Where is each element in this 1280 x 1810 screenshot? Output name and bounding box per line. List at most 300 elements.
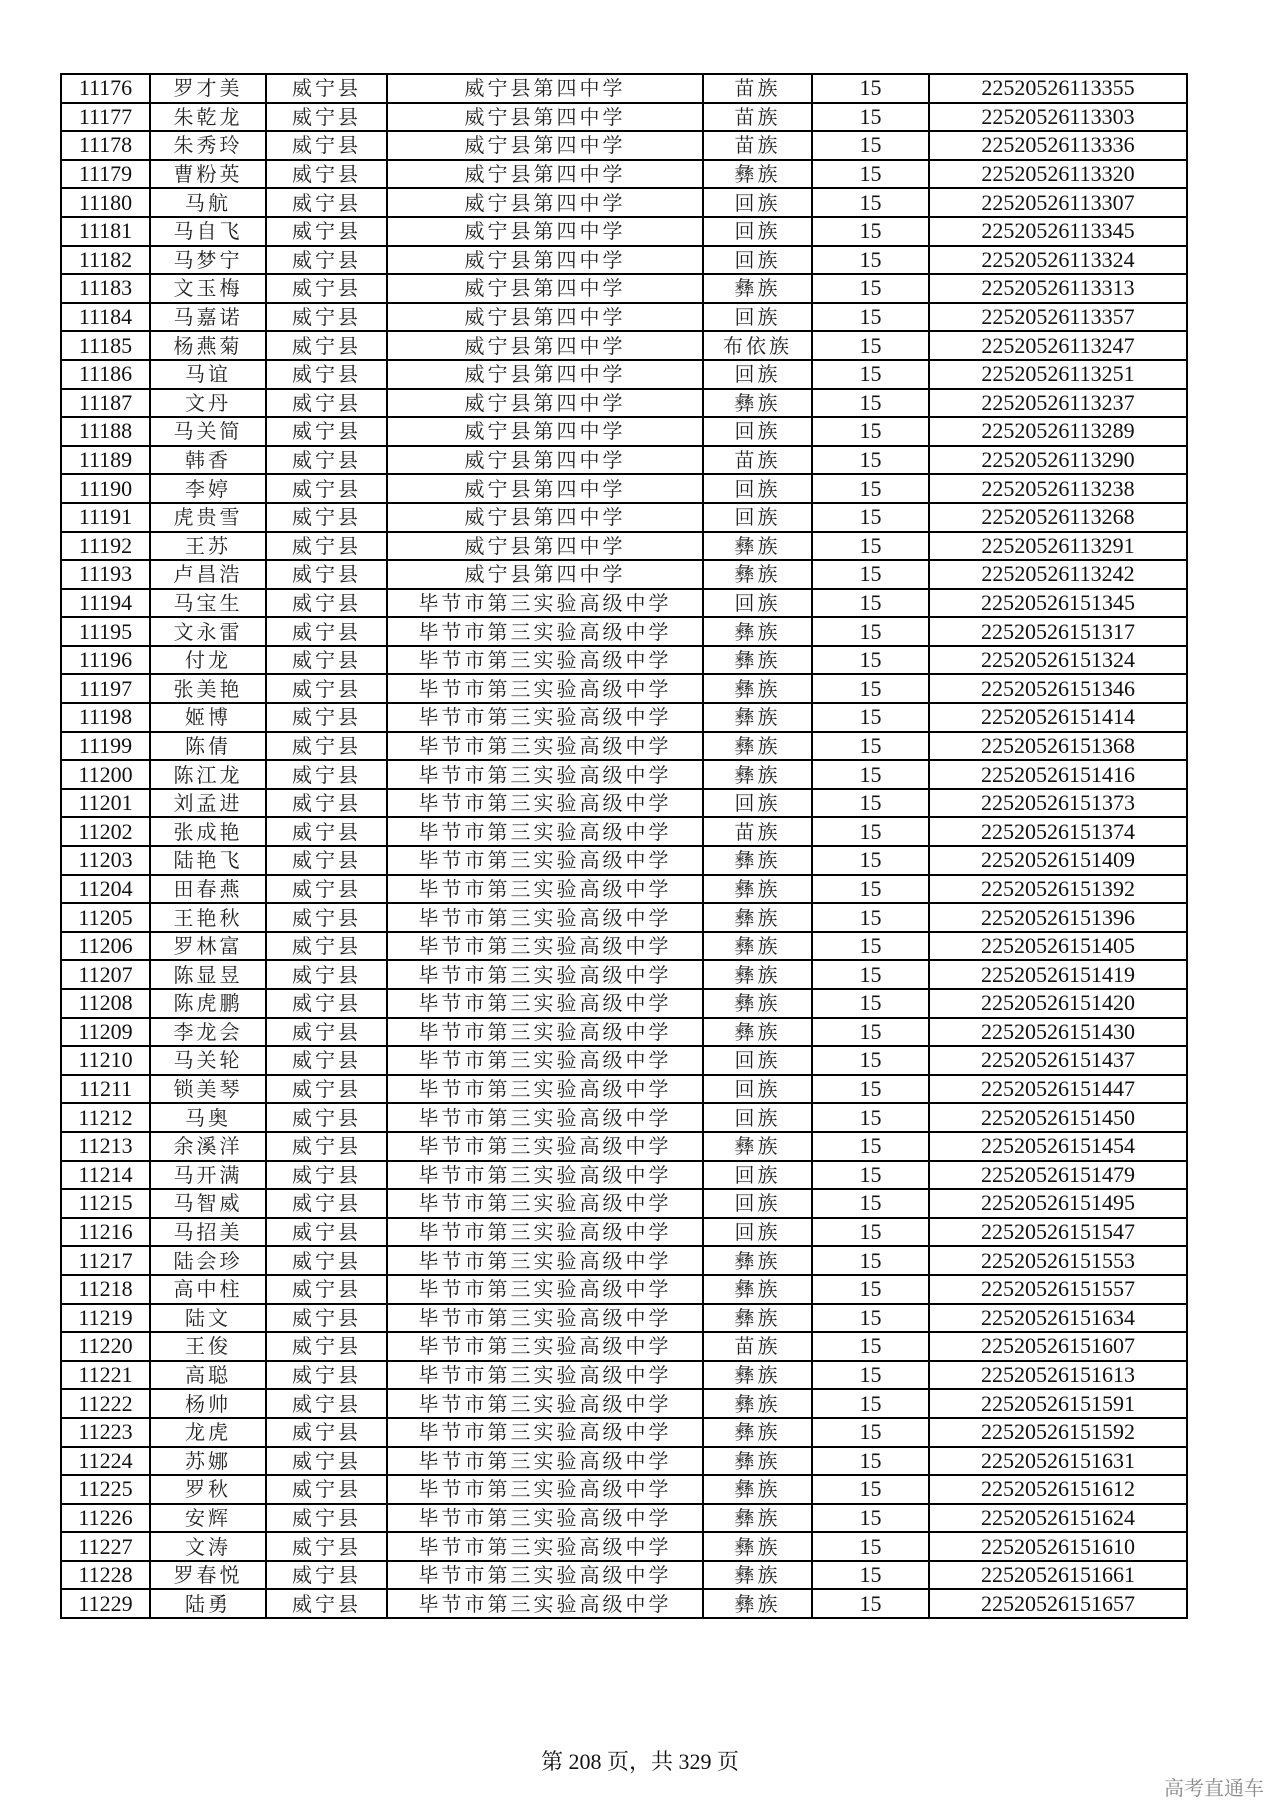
school-cell: 毕节市第三实验高级中学 <box>387 1589 703 1618</box>
county-cell: 威宁县 <box>266 1418 387 1447</box>
table-row <box>61 903 1187 932</box>
table-row <box>61 1304 1187 1333</box>
serial-cell: 11182 <box>61 246 150 275</box>
exam-number-cell: 22520526113345 <box>929 217 1187 246</box>
school-cell: 威宁县第四中学 <box>387 474 703 503</box>
name-cell: 马开满 <box>150 1161 266 1190</box>
score-cell: 15 <box>812 960 929 989</box>
score-cell: 15 <box>812 474 929 503</box>
county-cell: 威宁县 <box>266 646 387 675</box>
table-row <box>61 1218 1187 1247</box>
county-cell: 威宁县 <box>266 617 387 646</box>
school-cell: 毕节市第三实验高级中学 <box>387 646 703 675</box>
county-cell: 威宁县 <box>266 846 387 875</box>
school-cell: 威宁县第四中学 <box>387 131 703 160</box>
exam-number-cell: 22520526151657 <box>929 1589 1187 1618</box>
exam-number-cell: 22520526113247 <box>929 331 1187 360</box>
serial-cell: 11192 <box>61 532 150 561</box>
ethnicity-cell: 布依族 <box>703 331 812 360</box>
exam-number-cell: 22520526151557 <box>929 1275 1187 1304</box>
score-cell: 15 <box>812 1132 929 1161</box>
table-row <box>61 360 1187 389</box>
county-cell: 威宁县 <box>266 503 387 532</box>
score-cell: 15 <box>812 703 929 732</box>
serial-cell: 11196 <box>61 646 150 675</box>
serial-cell: 11226 <box>61 1504 150 1533</box>
score-cell: 15 <box>812 732 929 761</box>
serial-cell: 11210 <box>61 1046 150 1075</box>
serial-cell: 11184 <box>61 303 150 332</box>
ethnicity-cell: 彝族 <box>703 274 812 303</box>
serial-cell: 11203 <box>61 846 150 875</box>
score-cell: 15 <box>812 503 929 532</box>
county-cell: 威宁县 <box>266 1532 387 1561</box>
serial-cell: 11219 <box>61 1304 150 1333</box>
score-cell: 15 <box>812 446 929 475</box>
table-row <box>61 274 1187 303</box>
name-cell: 马智威 <box>150 1189 266 1218</box>
score-cell: 15 <box>812 1332 929 1361</box>
serial-cell: 11183 <box>61 274 150 303</box>
ethnicity-cell: 回族 <box>703 188 812 217</box>
serial-cell: 11206 <box>61 932 150 961</box>
table-row <box>61 1589 1187 1618</box>
exam-number-cell: 22520526113268 <box>929 503 1187 532</box>
school-cell: 毕节市第三实验高级中学 <box>387 1532 703 1561</box>
school-cell: 毕节市第三实验高级中学 <box>387 817 703 846</box>
exam-number-cell: 22520526151416 <box>929 760 1187 789</box>
school-cell: 威宁县第四中学 <box>387 417 703 446</box>
serial-cell: 11201 <box>61 789 150 818</box>
ethnicity-cell: 彝族 <box>703 703 812 732</box>
school-cell: 威宁县第四中学 <box>387 217 703 246</box>
name-cell: 罗秋 <box>150 1475 266 1504</box>
county-cell: 威宁县 <box>266 160 387 189</box>
serial-cell: 11187 <box>61 389 150 418</box>
county-cell: 威宁县 <box>266 1389 387 1418</box>
score-cell: 15 <box>812 1304 929 1333</box>
name-cell: 朱秀玲 <box>150 131 266 160</box>
ethnicity-cell: 苗族 <box>703 103 812 132</box>
school-cell: 毕节市第三实验高级中学 <box>387 1304 703 1333</box>
name-cell: 姬博 <box>150 703 266 732</box>
table-row <box>61 1103 1187 1132</box>
name-cell: 卢昌浩 <box>150 560 266 589</box>
serial-cell: 11221 <box>61 1361 150 1390</box>
name-cell: 张美艳 <box>150 674 266 703</box>
table-row <box>61 1532 1187 1561</box>
table-row <box>61 74 1187 103</box>
table-row <box>61 617 1187 646</box>
ethnicity-cell: 彝族 <box>703 903 812 932</box>
exam-number-cell: 22520526113357 <box>929 303 1187 332</box>
score-cell: 15 <box>812 1418 929 1447</box>
school-cell: 威宁县第四中学 <box>387 188 703 217</box>
exam-number-cell: 22520526151317 <box>929 617 1187 646</box>
serial-cell: 11213 <box>61 1132 150 1161</box>
ethnicity-cell: 回族 <box>703 246 812 275</box>
name-cell: 李龙会 <box>150 1018 266 1047</box>
school-cell: 毕节市第三实验高级中学 <box>387 960 703 989</box>
table-row <box>61 532 1187 561</box>
exam-number-cell: 22520526151631 <box>929 1447 1187 1476</box>
table-row <box>61 160 1187 189</box>
name-cell: 田春燕 <box>150 875 266 904</box>
school-cell: 毕节市第三实验高级中学 <box>387 1246 703 1275</box>
serial-cell: 11186 <box>61 360 150 389</box>
table-row <box>61 1418 1187 1447</box>
score-cell: 15 <box>812 303 929 332</box>
table-row <box>61 1475 1187 1504</box>
score-cell: 15 <box>812 1246 929 1275</box>
county-cell: 威宁县 <box>266 1504 387 1533</box>
ethnicity-cell: 彝族 <box>703 560 812 589</box>
score-cell: 15 <box>812 1075 929 1104</box>
ethnicity-cell: 彝族 <box>703 160 812 189</box>
exam-number-cell: 22520526151373 <box>929 789 1187 818</box>
county-cell: 威宁县 <box>266 331 387 360</box>
exam-number-cell: 22520526113289 <box>929 417 1187 446</box>
ethnicity-cell: 彝族 <box>703 674 812 703</box>
table-row <box>61 474 1187 503</box>
exam-number-cell: 22520526113320 <box>929 160 1187 189</box>
score-cell: 15 <box>812 1218 929 1247</box>
table-row <box>61 960 1187 989</box>
table-row <box>61 217 1187 246</box>
school-cell: 威宁县第四中学 <box>387 331 703 360</box>
ethnicity-cell: 彝族 <box>703 1504 812 1533</box>
exam-number-cell: 22520526151495 <box>929 1189 1187 1218</box>
serial-cell: 11220 <box>61 1332 150 1361</box>
ethnicity-cell: 彝族 <box>703 1589 812 1618</box>
school-cell: 毕节市第三实验高级中学 <box>387 846 703 875</box>
ethnicity-cell: 回族 <box>703 1103 812 1132</box>
name-cell: 文涛 <box>150 1532 266 1561</box>
county-cell: 威宁县 <box>266 674 387 703</box>
exam-number-cell: 22520526113336 <box>929 131 1187 160</box>
school-cell: 毕节市第三实验高级中学 <box>387 1418 703 1447</box>
table-row <box>61 389 1187 418</box>
score-cell: 15 <box>812 1103 929 1132</box>
serial-cell: 11176 <box>61 74 150 103</box>
serial-cell: 11211 <box>61 1075 150 1104</box>
school-cell: 毕节市第三实验高级中学 <box>387 589 703 618</box>
county-cell: 威宁县 <box>266 932 387 961</box>
table-row <box>61 1504 1187 1533</box>
ethnicity-cell: 彝族 <box>703 1418 812 1447</box>
serial-cell: 11227 <box>61 1532 150 1561</box>
score-cell: 15 <box>812 903 929 932</box>
ethnicity-cell: 彝族 <box>703 760 812 789</box>
score-cell: 15 <box>812 1018 929 1047</box>
serial-cell: 11191 <box>61 503 150 532</box>
serial-cell: 11179 <box>61 160 150 189</box>
school-cell: 毕节市第三实验高级中学 <box>387 903 703 932</box>
exam-number-cell: 22520526151324 <box>929 646 1187 675</box>
county-cell: 威宁县 <box>266 1361 387 1390</box>
name-cell: 杨燕菊 <box>150 331 266 360</box>
ethnicity-cell: 彝族 <box>703 1561 812 1590</box>
school-cell: 毕节市第三实验高级中学 <box>387 1561 703 1590</box>
name-cell: 付龙 <box>150 646 266 675</box>
school-cell: 威宁县第四中学 <box>387 360 703 389</box>
serial-cell: 11225 <box>61 1475 150 1504</box>
score-cell: 15 <box>812 932 929 961</box>
ethnicity-cell: 彝族 <box>703 960 812 989</box>
table-row <box>61 1018 1187 1047</box>
name-cell: 马谊 <box>150 360 266 389</box>
exam-number-cell: 22520526151454 <box>929 1132 1187 1161</box>
serial-cell: 11199 <box>61 732 150 761</box>
score-cell: 15 <box>812 532 929 561</box>
name-cell: 罗林富 <box>150 932 266 961</box>
name-cell: 苏娜 <box>150 1447 266 1476</box>
ethnicity-cell: 彝族 <box>703 1389 812 1418</box>
exam-number-cell: 22520526151479 <box>929 1161 1187 1190</box>
serial-cell: 11185 <box>61 331 150 360</box>
table-row <box>61 503 1187 532</box>
ethnicity-cell: 回族 <box>703 1046 812 1075</box>
exam-number-cell: 22520526113290 <box>929 446 1187 475</box>
name-cell: 罗才美 <box>150 74 266 103</box>
ethnicity-cell: 苗族 <box>703 446 812 475</box>
table-row <box>61 417 1187 446</box>
exam-number-cell: 22520526151345 <box>929 589 1187 618</box>
serial-cell: 11207 <box>61 960 150 989</box>
exam-number-cell: 22520526113313 <box>929 274 1187 303</box>
county-cell: 威宁县 <box>266 1332 387 1361</box>
table-row <box>61 1046 1187 1075</box>
exam-number-cell: 22520526151437 <box>929 1046 1187 1075</box>
name-cell: 罗春悦 <box>150 1561 266 1590</box>
county-cell: 威宁县 <box>266 1075 387 1104</box>
county-cell: 威宁县 <box>266 1132 387 1161</box>
watermark: 高考直通车 <box>1164 1776 1264 1800</box>
county-cell: 威宁县 <box>266 703 387 732</box>
school-cell: 威宁县第四中学 <box>387 560 703 589</box>
score-cell: 15 <box>812 560 929 589</box>
ethnicity-cell: 彝族 <box>703 1475 812 1504</box>
exam-number-cell: 22520526151612 <box>929 1475 1187 1504</box>
table-row <box>61 1361 1187 1390</box>
table-row <box>61 760 1187 789</box>
county-cell: 威宁县 <box>266 1218 387 1247</box>
exam-number-cell: 22520526151414 <box>929 703 1187 732</box>
county-cell: 威宁县 <box>266 103 387 132</box>
school-cell: 毕节市第三实验高级中学 <box>387 1218 703 1247</box>
serial-cell: 11215 <box>61 1189 150 1218</box>
county-cell: 威宁县 <box>266 903 387 932</box>
ethnicity-cell: 彝族 <box>703 989 812 1018</box>
county-cell: 威宁县 <box>266 817 387 846</box>
exam-number-cell: 22520526151661 <box>929 1561 1187 1590</box>
score-cell: 15 <box>812 1189 929 1218</box>
table-row <box>61 1246 1187 1275</box>
county-cell: 威宁县 <box>266 1246 387 1275</box>
score-cell: 15 <box>812 360 929 389</box>
name-cell: 文丹 <box>150 389 266 418</box>
exam-number-cell: 22520526151450 <box>929 1103 1187 1132</box>
school-cell: 威宁县第四中学 <box>387 103 703 132</box>
ethnicity-cell: 回族 <box>703 1189 812 1218</box>
county-cell: 威宁县 <box>266 1475 387 1504</box>
ethnicity-cell: 回族 <box>703 589 812 618</box>
table-row <box>61 1075 1187 1104</box>
score-cell: 15 <box>812 131 929 160</box>
school-cell: 毕节市第三实验高级中学 <box>387 1046 703 1075</box>
exam-number-cell: 22520526113251 <box>929 360 1187 389</box>
table-row <box>61 131 1187 160</box>
name-cell: 陈江龙 <box>150 760 266 789</box>
score-cell: 15 <box>812 1561 929 1590</box>
county-cell: 威宁县 <box>266 1304 387 1333</box>
ethnicity-cell: 回族 <box>703 503 812 532</box>
county-cell: 威宁县 <box>266 74 387 103</box>
table-row <box>61 1447 1187 1476</box>
exam-number-cell: 22520526151591 <box>929 1389 1187 1418</box>
county-cell: 威宁县 <box>266 360 387 389</box>
table-row <box>61 1561 1187 1590</box>
score-cell: 15 <box>812 1589 929 1618</box>
name-cell: 朱乾龙 <box>150 103 266 132</box>
ethnicity-cell: 苗族 <box>703 74 812 103</box>
name-cell: 曹粉英 <box>150 160 266 189</box>
table-row <box>61 817 1187 846</box>
name-cell: 陆文 <box>150 1304 266 1333</box>
table-row <box>61 303 1187 332</box>
roster-table <box>60 73 1188 1619</box>
score-cell: 15 <box>812 875 929 904</box>
score-cell: 15 <box>812 989 929 1018</box>
ethnicity-cell: 彝族 <box>703 389 812 418</box>
table-row <box>61 989 1187 1018</box>
school-cell: 威宁县第四中学 <box>387 532 703 561</box>
table-row <box>61 1189 1187 1218</box>
ethnicity-cell: 回族 <box>703 1218 812 1247</box>
county-cell: 威宁县 <box>266 1103 387 1132</box>
ethnicity-cell: 回族 <box>703 1075 812 1104</box>
school-cell: 毕节市第三实验高级中学 <box>387 1389 703 1418</box>
score-cell: 15 <box>812 103 929 132</box>
ethnicity-cell: 彝族 <box>703 1447 812 1476</box>
name-cell: 高中柱 <box>150 1275 266 1304</box>
county-cell: 威宁县 <box>266 732 387 761</box>
name-cell: 陈显昱 <box>150 960 266 989</box>
serial-cell: 11224 <box>61 1447 150 1476</box>
serial-cell: 11188 <box>61 417 150 446</box>
name-cell: 王苏 <box>150 532 266 561</box>
serial-cell: 11193 <box>61 560 150 589</box>
serial-cell: 11177 <box>61 103 150 132</box>
table-row <box>61 674 1187 703</box>
exam-number-cell: 22520526151346 <box>929 674 1187 703</box>
score-cell: 15 <box>812 589 929 618</box>
name-cell: 马关轮 <box>150 1046 266 1075</box>
score-cell: 15 <box>812 1161 929 1190</box>
ethnicity-cell: 彝族 <box>703 532 812 561</box>
county-cell: 威宁县 <box>266 589 387 618</box>
exam-number-cell: 22520526113303 <box>929 103 1187 132</box>
exam-number-cell: 22520526151420 <box>929 989 1187 1018</box>
exam-number-cell: 22520526113307 <box>929 188 1187 217</box>
school-cell: 毕节市第三实验高级中学 <box>387 617 703 646</box>
serial-cell: 11202 <box>61 817 150 846</box>
exam-number-cell: 22520526151613 <box>929 1361 1187 1390</box>
exam-number-cell: 22520526151368 <box>929 732 1187 761</box>
score-cell: 15 <box>812 217 929 246</box>
score-cell: 15 <box>812 817 929 846</box>
name-cell: 陆会珍 <box>150 1246 266 1275</box>
name-cell: 张成艳 <box>150 817 266 846</box>
name-cell: 锁美琴 <box>150 1075 266 1104</box>
exam-number-cell: 22520526151374 <box>929 817 1187 846</box>
ethnicity-cell: 彝族 <box>703 1304 812 1333</box>
table-row <box>61 732 1187 761</box>
ethnicity-cell: 彝族 <box>703 732 812 761</box>
county-cell: 威宁县 <box>266 1561 387 1590</box>
score-cell: 15 <box>812 1475 929 1504</box>
ethnicity-cell: 苗族 <box>703 817 812 846</box>
score-cell: 15 <box>812 846 929 875</box>
name-cell: 陆艳飞 <box>150 846 266 875</box>
ethnicity-cell: 回族 <box>703 360 812 389</box>
name-cell: 李婷 <box>150 474 266 503</box>
name-cell: 王俊 <box>150 1332 266 1361</box>
county-cell: 威宁县 <box>266 1589 387 1618</box>
exam-number-cell: 22520526151610 <box>929 1532 1187 1561</box>
name-cell: 马关简 <box>150 417 266 446</box>
score-cell: 15 <box>812 331 929 360</box>
score-cell: 15 <box>812 188 929 217</box>
exam-number-cell: 22520526151553 <box>929 1246 1187 1275</box>
county-cell: 威宁县 <box>266 989 387 1018</box>
serial-cell: 11216 <box>61 1218 150 1247</box>
county-cell: 威宁县 <box>266 474 387 503</box>
table-row <box>61 1275 1187 1304</box>
name-cell: 韩香 <box>150 446 266 475</box>
ethnicity-cell: 回族 <box>703 303 812 332</box>
name-cell: 陈倩 <box>150 732 266 761</box>
school-cell: 毕节市第三实验高级中学 <box>387 1132 703 1161</box>
score-cell: 15 <box>812 389 929 418</box>
serial-cell: 11195 <box>61 617 150 646</box>
county-cell: 威宁县 <box>266 1161 387 1190</box>
name-cell: 高聪 <box>150 1361 266 1390</box>
school-cell: 威宁县第四中学 <box>387 389 703 418</box>
school-cell: 毕节市第三实验高级中学 <box>387 1447 703 1476</box>
exam-number-cell: 22520526151607 <box>929 1332 1187 1361</box>
table-row <box>61 646 1187 675</box>
table-row <box>61 246 1187 275</box>
ethnicity-cell: 彝族 <box>703 846 812 875</box>
ethnicity-cell: 彝族 <box>703 646 812 675</box>
exam-number-cell: 22520526151634 <box>929 1304 1187 1333</box>
county-cell: 威宁县 <box>266 217 387 246</box>
score-cell: 15 <box>812 1504 929 1533</box>
school-cell: 毕节市第三实验高级中学 <box>387 732 703 761</box>
county-cell: 威宁县 <box>266 1018 387 1047</box>
table-row <box>61 1389 1187 1418</box>
name-cell: 马自飞 <box>150 217 266 246</box>
name-cell: 马宝生 <box>150 589 266 618</box>
page-number: 第 208 页，共 329 页 <box>540 1749 739 1774</box>
score-cell: 15 <box>812 1361 929 1390</box>
school-cell: 威宁县第四中学 <box>387 303 703 332</box>
serial-cell: 11194 <box>61 589 150 618</box>
exam-number-cell: 22520526151592 <box>929 1418 1187 1447</box>
name-cell: 马嘉诺 <box>150 303 266 332</box>
school-cell: 毕节市第三实验高级中学 <box>387 703 703 732</box>
